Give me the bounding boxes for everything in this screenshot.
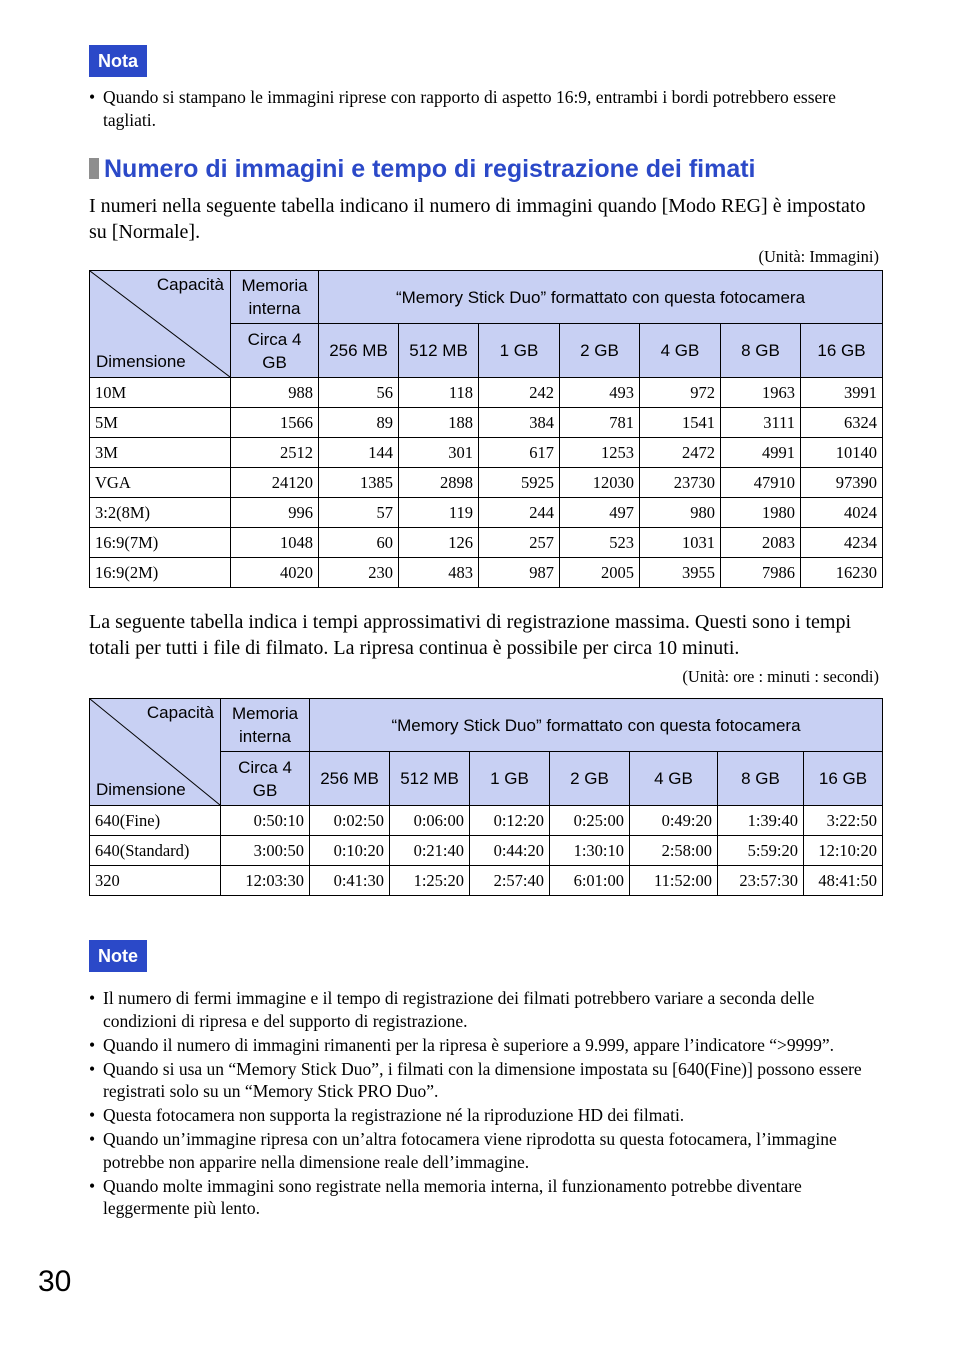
internal-capacity-header: Circa 4 GB [221,752,310,806]
table-cell: 257 [479,528,560,558]
size-header: 512 MB [399,324,479,378]
size-header: 16 GB [801,324,883,378]
section-heading-text: Numero di immagini e tempo di registrazione dei fimati [104,155,756,183]
table-cell: 0:10:20 [310,836,390,866]
table-cell: 1253 [560,438,640,468]
table-cell: 2898 [399,468,479,498]
table1-corner-cell [90,271,231,378]
table-cell: 0:49:20 [630,806,718,836]
table-cell: 988 [231,378,319,408]
table-row [90,836,883,866]
table-cell: 1:39:40 [718,806,804,836]
size-header: 4 GB [640,324,721,378]
table-cell: 23:57:30 [718,866,804,896]
row-label: 320 [90,866,221,896]
table-cell: 5925 [479,468,560,498]
table-cell: 996 [231,498,319,528]
capacity-label: Capacità [156,275,224,294]
table-cell: 1048 [231,528,319,558]
table-cell: 987 [479,558,560,588]
table-cell: 2512 [231,438,319,468]
table-cell: 2083 [721,528,801,558]
table-cell: 144 [319,438,399,468]
size-header: 2 GB [550,752,630,806]
table-cell: 0:50:10 [221,806,310,836]
size-header: 256 MB [310,752,390,806]
internal-memory-header: Memoria interna [231,271,319,324]
row-label: 16:9(7M) [90,528,231,558]
table-cell: 12030 [560,468,640,498]
table-cell: 48:41:50 [804,866,883,896]
table-cell: 1566 [231,408,319,438]
table-cell: 12:03:30 [221,866,310,896]
table-cell: 0:25:00 [550,806,630,836]
size-header: 8 GB [718,752,804,806]
row-label: VGA [90,468,231,498]
table-cell: 4020 [231,558,319,588]
table-cell: 57 [319,498,399,528]
size-header: 256 MB [319,324,399,378]
table-cell: 6:01:00 [550,866,630,896]
table-cell: 3991 [801,378,883,408]
table-cell: 23730 [640,468,721,498]
table-cell: 0:21:40 [390,836,470,866]
table-cell: 3111 [721,408,801,438]
row-label: 3:2(8M) [90,498,231,528]
note-item: • Quando si usa un “Memory Stick Duo”, i filmati con la dimensione impostata su [640(Fine)] possono essere registrati solo su un “Memory Stick PRO Duo”. [89,1058,879,1103]
table-row [90,866,883,896]
table-cell: 2:57:40 [470,866,550,896]
table-cell: 1541 [640,408,721,438]
row-label: 5M [90,408,231,438]
table-cell: 980 [640,498,721,528]
table-cell: 47910 [721,468,801,498]
table-cell: 16230 [801,558,883,588]
size-header: 8 GB [721,324,801,378]
internal-memory-header: Memoria interna [221,699,310,752]
table-cell: 2472 [640,438,721,468]
images-table [89,270,883,588]
table2-unit: (Unità: ore : minuti : secondi) [682,667,879,686]
table-cell: 56 [319,378,399,408]
note-badge: Note [89,940,147,972]
table-cell: 4991 [721,438,801,468]
table-row [90,438,883,468]
intro-paragraph: I numeri nella seguente tabella indicano il numero di immagini quando [Modo REG] è impostato su [Normale]. [89,195,866,243]
table-row [90,498,883,528]
internal-capacity-header: Circa 4 GB [231,324,319,378]
table-cell: 2005 [560,558,640,588]
note-item: • Questa fotocamera non supporta la registrazione né la riproduzione HD dei filmati. [89,1104,879,1127]
table-cell: 0:06:00 [390,806,470,836]
row-label: 3M [90,438,231,468]
nota-badge: Nota [89,45,147,77]
table-cell: 119 [399,498,479,528]
table-row [90,378,883,408]
table-cell: 493 [560,378,640,408]
section-heading [89,153,756,185]
size-header: 1 GB [479,324,560,378]
table-row [90,528,883,558]
row-label: 640(Standard) [90,836,221,866]
table-cell: 11:52:00 [630,866,718,896]
table-cell: 10140 [801,438,883,468]
table-cell: 1:30:10 [550,836,630,866]
size-header: 512 MB [390,752,470,806]
table-cell: 118 [399,378,479,408]
table-cell: 301 [399,438,479,468]
table-row [90,806,883,836]
nota-item: • Quando si stampano le immagini riprese con rapporto di aspetto 16:9, entrambi i bordi potrebbero essere tagliati. [89,86,879,131]
table-cell: 0:12:20 [470,806,550,836]
table-cell: 230 [319,558,399,588]
heading-marker [89,158,99,179]
row-label: 640(Fine) [90,806,221,836]
table-cell: 497 [560,498,640,528]
table2-corner-cell [90,699,221,806]
note-item: • Quando un’immagine ripresa con un’altra fotocamera viene riprodotta su questa fotocamera, l’immagine potrebbe non apparire nella dimensione reale dell’immagine. [89,1128,879,1173]
table-cell: 242 [479,378,560,408]
note-item: • Quando molte immagini sono registrate nella memoria interna, il funzionamento potrebbe diventare leggermente più lento. [89,1175,879,1220]
recording-time-table [89,698,883,896]
size-header: 4 GB [630,752,718,806]
table-cell: 384 [479,408,560,438]
table-cell: 7986 [721,558,801,588]
images-table-body [90,378,883,588]
table-cell: 3955 [640,558,721,588]
table-cell: 97390 [801,468,883,498]
recording-time-table-body [90,806,883,896]
size-header: 2 GB [560,324,640,378]
capacity-label: Capacità [146,703,214,722]
table-cell: 3:00:50 [221,836,310,866]
table-cell: 523 [560,528,640,558]
table-cell: 972 [640,378,721,408]
table-cell: 0:44:20 [470,836,550,866]
note-list [89,987,879,1221]
memory-stick-header: “Memory Stick Duo” formattato con questa fotocamera [310,699,883,752]
table-row [90,558,883,588]
memory-stick-header: “Memory Stick Duo” formattato con questa fotocamera [319,271,883,324]
table-cell: 0:02:50 [310,806,390,836]
table-cell: 6324 [801,408,883,438]
table-cell: 1963 [721,378,801,408]
table-cell: 126 [399,528,479,558]
table-cell: 5:59:20 [718,836,804,866]
table-cell: 1385 [319,468,399,498]
table-cell: 1031 [640,528,721,558]
table-cell: 4024 [801,498,883,528]
table-cell: 244 [479,498,560,528]
dimension-label: Dimensione [96,352,186,371]
table-row [90,468,883,498]
table-cell: 1:25:20 [390,866,470,896]
row-label: 10M [90,378,231,408]
dimension-label: Dimensione [96,780,186,799]
size-header: 1 GB [470,752,550,806]
table-cell: 2:58:00 [630,836,718,866]
table-cell: 24120 [231,468,319,498]
table-cell: 483 [399,558,479,588]
table-cell: 1980 [721,498,801,528]
middle-paragraph: La seguente tabella indica i tempi approssimativi di registrazione massima. Questi sono i tempi totali per tutti i file di filmato. La ripresa continua è possibile per circa 10 minuti. [89,611,852,659]
table-cell: 188 [399,408,479,438]
table-cell: 0:41:30 [310,866,390,896]
table1-unit: (Unità: Immagini) [758,247,879,266]
note-item: • Il numero di fermi immagine e il tempo di registrazione dei filmati potrebbero variare a seconda delle condizioni di ripresa e del supporto di registrazione. [89,987,879,1032]
table-cell: 617 [479,438,560,468]
table-cell: 89 [319,408,399,438]
row-label: 16:9(2M) [90,558,231,588]
table-cell: 3:22:50 [804,806,883,836]
table-cell: 781 [560,408,640,438]
table-cell: 60 [319,528,399,558]
nota-list [89,86,879,133]
size-header: 16 GB [804,752,883,806]
note-item: • Quando il numero di immagini rimanenti per la ripresa è superiore a 9.999, appare l’indicatore “>9999”. [89,1034,879,1057]
table-row [90,408,883,438]
table-cell: 4234 [801,528,883,558]
table-cell: 12:10:20 [804,836,883,866]
page-number: 30 [38,1265,72,1298]
